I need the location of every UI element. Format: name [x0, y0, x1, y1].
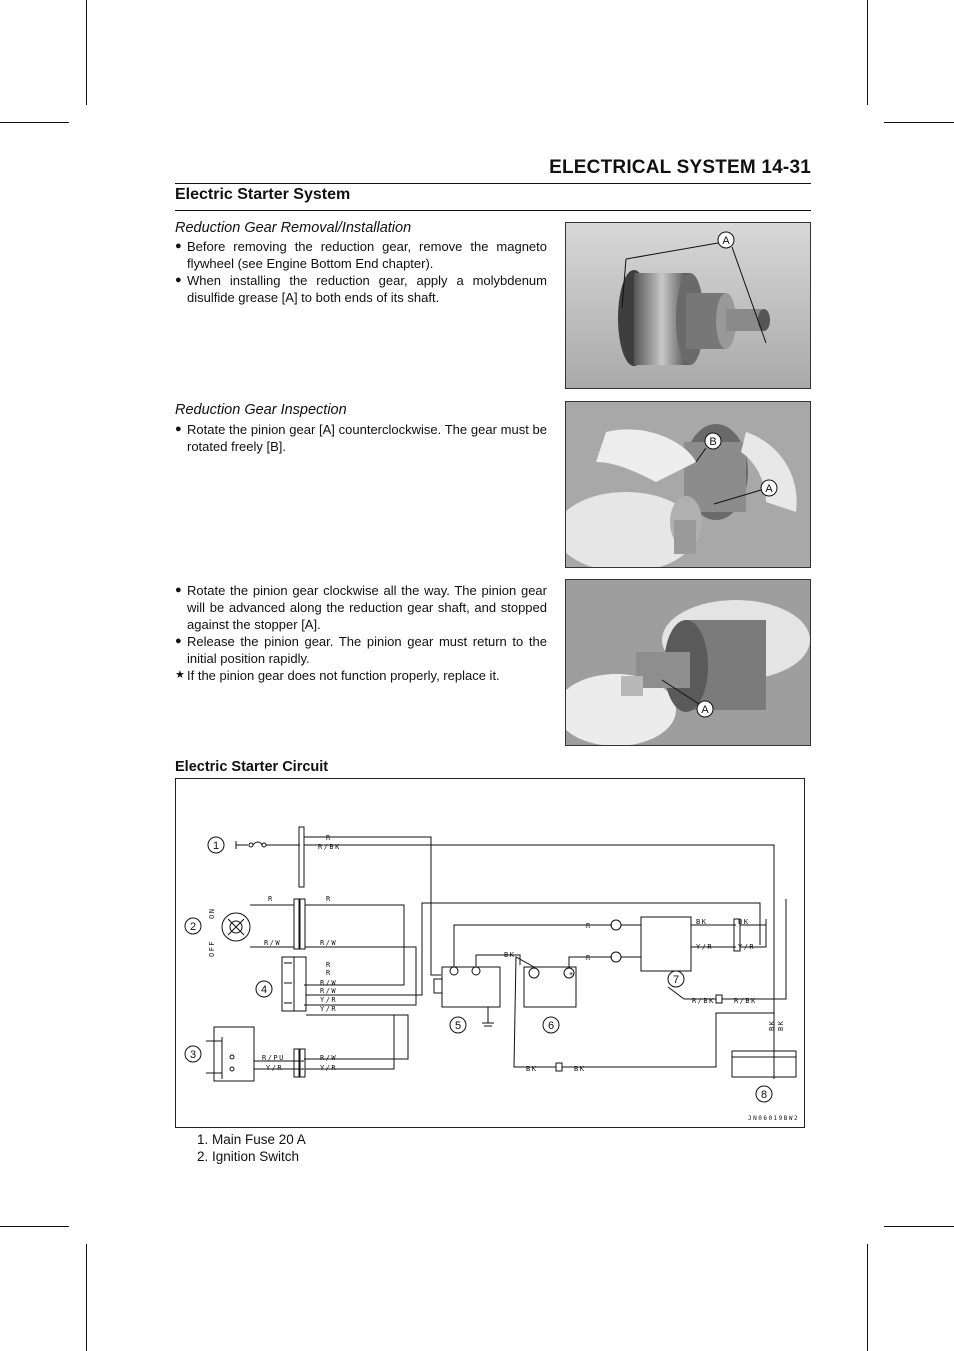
svg-text:R/BK: R/BK	[734, 997, 757, 1005]
list-item: ● Rotate the pinion gear clockwise all the way. The pinion gear will be advanced along the reduction gear shaft, and stopped against the stopper [A].	[175, 583, 547, 632]
bullet-icon: ●	[175, 423, 182, 435]
removal-subtitle: Reduction Gear Removal/Installation	[175, 220, 412, 236]
circuit-title: Electric Starter Circuit	[175, 759, 329, 775]
bullet-icon: ●	[175, 274, 182, 286]
inspection2-bullets	[175, 582, 547, 684]
svg-text:OFF: OFF	[208, 939, 216, 957]
svg-text:R/PU: R/PU	[262, 1054, 285, 1062]
bullet-icon: ●	[175, 635, 182, 647]
list-item: 2. Ignition Switch	[197, 1149, 300, 1164]
svg-text:ON: ON	[208, 907, 216, 919]
svg-text:5: 5	[454, 1020, 462, 1032]
list-item: ● Rotate the pinion gear [A] counterclockwise. The gear must be rotated freely [B].	[175, 422, 547, 454]
callout-2	[185, 918, 201, 934]
pinion-rotate-photo	[565, 401, 811, 568]
svg-text:BK: BK	[777, 1019, 785, 1031]
photo-label-a: A	[765, 483, 773, 495]
svg-text:BK: BK	[696, 918, 708, 926]
svg-text:Y/R: Y/R	[738, 943, 756, 951]
header-rule	[175, 183, 811, 184]
svg-text:Y/R: Y/R	[320, 1064, 338, 1072]
svg-text:7: 7	[672, 974, 680, 986]
svg-text:R: R	[586, 922, 592, 930]
pinion-advance-photo	[565, 579, 811, 746]
callout-1	[208, 837, 224, 853]
figure-code: JN06019BW2 C	[748, 1115, 804, 1122]
list-item: ● Release the pinion gear. The pinion gear must return to the initial position rapidly.	[175, 634, 547, 666]
crop-mark	[867, 0, 868, 105]
crop-mark	[884, 122, 954, 123]
svg-text:8: 8	[760, 1089, 768, 1101]
svg-text:R/BK: R/BK	[692, 997, 715, 1005]
crop-mark	[86, 0, 87, 105]
crop-mark	[86, 1244, 87, 1351]
svg-text:R/W: R/W	[320, 987, 338, 995]
svg-text:Y/R: Y/R	[320, 996, 338, 1004]
crop-mark	[884, 1226, 954, 1227]
svg-text:BK: BK	[738, 918, 750, 926]
section-rule	[175, 210, 811, 211]
callout-7	[668, 971, 684, 987]
reduction-gear-photo	[565, 222, 811, 389]
svg-text:R: R	[326, 834, 332, 842]
svg-text:R/W: R/W	[264, 939, 282, 947]
callout-3	[185, 1046, 201, 1062]
svg-text:BK: BK	[526, 1065, 538, 1073]
svg-text:BK: BK	[574, 1065, 586, 1073]
photo-label-b: B	[709, 436, 717, 448]
svg-text:R/W: R/W	[320, 939, 338, 947]
svg-text:R: R	[586, 954, 592, 962]
svg-text:BK: BK	[504, 951, 516, 959]
callout-4	[256, 981, 272, 997]
star-icon: ★	[175, 669, 185, 681]
removal-bullets	[175, 238, 547, 306]
svg-text:BK: BK	[768, 1019, 776, 1031]
crop-mark	[867, 1244, 868, 1351]
bullet-icon: ●	[175, 584, 182, 596]
list-item: 1. Main Fuse 20 A	[197, 1132, 306, 1147]
svg-text:R/W: R/W	[320, 1054, 338, 1062]
svg-text:+: +	[569, 970, 575, 978]
list-item: ● When installing the reduction gear, apply a molybdenum disulfide grease [A] to both ends of its shaft.	[175, 273, 547, 305]
svg-text:R/BK: R/BK	[318, 843, 341, 851]
svg-text:6: 6	[547, 1020, 555, 1032]
crop-mark	[0, 1226, 69, 1227]
svg-text:Y/R: Y/R	[320, 1005, 338, 1013]
svg-text:R: R	[268, 895, 274, 903]
crop-mark	[0, 122, 69, 123]
starter-circuit-diagram	[175, 778, 805, 1128]
photo-label-a: A	[701, 704, 709, 716]
inspection-bullets	[175, 421, 547, 455]
bullet-icon: ●	[175, 240, 182, 252]
svg-text:3: 3	[189, 1049, 197, 1061]
svg-text:Y/R: Y/R	[696, 943, 714, 951]
svg-text:Y/R: Y/R	[266, 1064, 284, 1072]
section-title: Electric Starter System	[175, 186, 351, 203]
circuit-legend	[197, 1131, 306, 1165]
photo-label-a: A	[722, 235, 730, 247]
svg-text:R: R	[326, 961, 332, 969]
list-item: ★ If the pinion gear does not function properly, replace it.	[175, 668, 500, 683]
callout-5	[450, 1017, 466, 1033]
inspection-subtitle: Reduction Gear Inspection	[175, 402, 347, 418]
callout-6	[543, 1017, 559, 1033]
callout-8	[756, 1086, 772, 1102]
svg-text:1: 1	[212, 840, 220, 852]
svg-text:R/W: R/W	[320, 979, 338, 987]
svg-text:4: 4	[260, 984, 268, 996]
svg-text:2: 2	[189, 921, 197, 933]
svg-text:R: R	[326, 895, 332, 903]
list-item: ● Before removing the reduction gear, remove the magneto flywheel (see Engine Bottom End chapter).	[175, 239, 547, 271]
page-header-title: ELECTRICAL SYSTEM 14-31	[549, 157, 811, 178]
svg-text:R: R	[326, 969, 332, 977]
